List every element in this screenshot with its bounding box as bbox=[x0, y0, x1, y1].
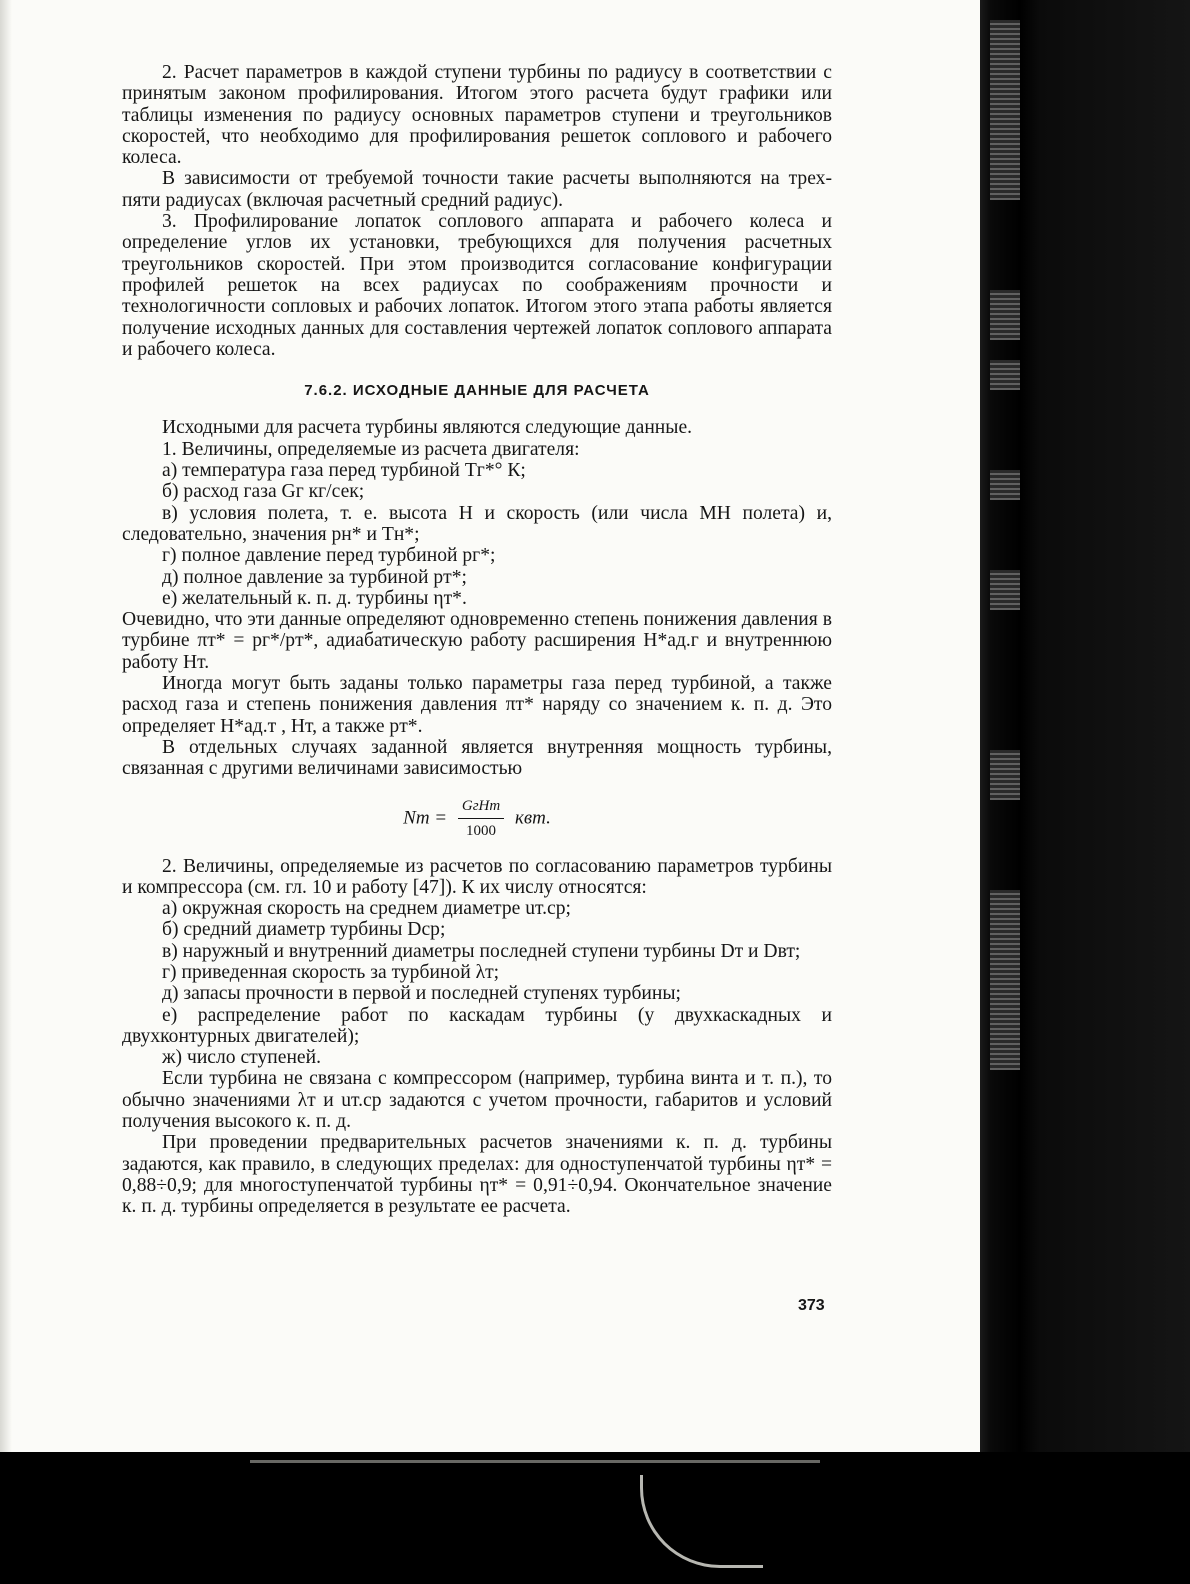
group2-item: е) распределение работ по каскадам турбины (у двухкаскадных и двухконтурных двигателей); bbox=[122, 1004, 832, 1047]
scan-noise-band bbox=[990, 20, 1020, 200]
group2-item: г) приведенная скорость за турбиной λт; bbox=[162, 961, 500, 983]
group2-item: а) окружная скорость на среднем диаметре uт.ср; bbox=[162, 898, 571, 920]
page-text bbox=[122, 62, 832, 1218]
group2-item: д) запасы прочности в первой и последней ступенях турбины; bbox=[162, 983, 682, 1005]
scan-artifact-line bbox=[250, 1460, 820, 1463]
paragraph-prelim: При проведении предварительных расчетов значениями к. п. д. турбины задаются, как правило, в следующих пределах: для одноступенчатой турбины ηт* = 0,88÷0,9; для многоступенчатой турбины ηт* = 0,91÷0,94. Окончательное значение к. п. д. турбины определяется в результате ее расчета. bbox=[122, 1132, 832, 1218]
group2-item: ж) число ступеней. bbox=[162, 1047, 322, 1069]
group1-item: е) желательный к. п. д. турбины ηт*. bbox=[162, 587, 467, 609]
group1-heading: 1. Величины, определяемые из расчета двигателя: bbox=[162, 438, 580, 460]
scan-shadow-strip bbox=[980, 0, 1190, 1452]
power-formula bbox=[122, 796, 832, 842]
group2-item: б) средний диаметр турбины Dср; bbox=[162, 919, 446, 941]
page-number: 373 bbox=[798, 1297, 825, 1314]
paragraph-step-2: 2. Расчет параметров в каждой ступени турбины по радиусу в соответствии с принятым законом профилирования. Итогом этого расчета будут графики или таблицы изменения по радиусу основных параметров ступени и треугольников скоростей, что необходимо для профилирования решеток соплового и рабочего колеса. bbox=[122, 62, 832, 169]
group2-item: в) наружный и внутренний диаметры последней ступени турбины Dт и Dвт; bbox=[162, 940, 801, 962]
group1-item: д) полное давление за турбиной pт*; bbox=[162, 566, 467, 588]
section-title: 7.6.2. ИСХОДНЫЕ ДАННЫЕ ДЛЯ РАСЧЕТА bbox=[304, 382, 650, 400]
scan-noise-band bbox=[990, 570, 1020, 610]
group1-item: в) условия полета, т. е. высота H и скорость (или числа MH полета) и, следовательно, значения pн* и Tн*; bbox=[122, 502, 832, 545]
paragraph-step-3: 3. Профилирование лопаток соплового аппарата и рабочего колеса и определение углов их установки, требующихся для получения расчетных треугольников скоростей. При этом производится согласование конфигурации профилей решеток на всех радиусах по соображениям прочности и технологичности сопловых и рабочих лопаток. Итогом этого этапа работы является получение исходных данных для составления чертежей лопаток соплового аппарата и рабочего колеса. bbox=[122, 211, 832, 360]
scan-noise-band bbox=[990, 890, 1020, 1070]
formula-numerator: GгHт bbox=[458, 796, 504, 819]
formula-fraction bbox=[458, 796, 504, 843]
paragraph-sometimes: Иногда могут быть заданы только параметры газа перед турбиной, а также расход газа и степень понижения давления πт* наряду со значением к. п. д. Это определяет H*ад.т , Hт, а также pт*. bbox=[122, 673, 832, 737]
paragraph-if: Если турбина не связана с компрессором (например, турбина винта и т. п.), то обычно значениями λт и uт.ср задаются с учетом прочности, габаритов и условий получения высокого к. п. д. bbox=[122, 1068, 832, 1133]
scan-artifact-curl bbox=[640, 1475, 763, 1568]
scan-noise-band bbox=[990, 470, 1020, 500]
scan-noise-band bbox=[990, 290, 1020, 340]
paragraph-intro: Исходными для расчета турбины являются следующие данные. bbox=[162, 417, 693, 439]
group1-item: г) полное давление перед турбиной pг*; bbox=[162, 545, 496, 567]
scan-noise-band bbox=[990, 360, 1020, 390]
page-left-edge bbox=[0, 0, 12, 1452]
paragraph-obviously: Очевидно, что эти данные определяют одновременно степень понижения давления в турбине πт* = pг*/pт*, адиабатическую работу расширения H*ад.г и внутреннюю работу Hт. bbox=[122, 609, 832, 673]
scan-noise-band bbox=[990, 750, 1020, 800]
group1-item: а) температура газа перед турбиной Tг*° К; bbox=[162, 460, 526, 482]
group2-heading: 2. Величины, определяемые из расчетов по согласованию параметров турбины и компрессора (см. гл. 10 и работу [47]). К их числу относятся: bbox=[122, 855, 832, 898]
formula-unit: квт. bbox=[514, 807, 551, 829]
paragraph-accuracy: В зависимости от требуемой точности такие расчеты выполняются на трех-пяти радиусах (включая расчетный средний радиус). bbox=[122, 168, 832, 211]
formula-denominator: 1000 bbox=[466, 822, 497, 839]
group1-item: б) расход газа Gг кг/сек; bbox=[162, 481, 365, 503]
formula-lhs: Nт = bbox=[403, 807, 448, 829]
paragraph-power: В отдельных случаях заданной является внутренняя мощность турбины, связанная с другими величинами зависимостью bbox=[122, 736, 832, 780]
